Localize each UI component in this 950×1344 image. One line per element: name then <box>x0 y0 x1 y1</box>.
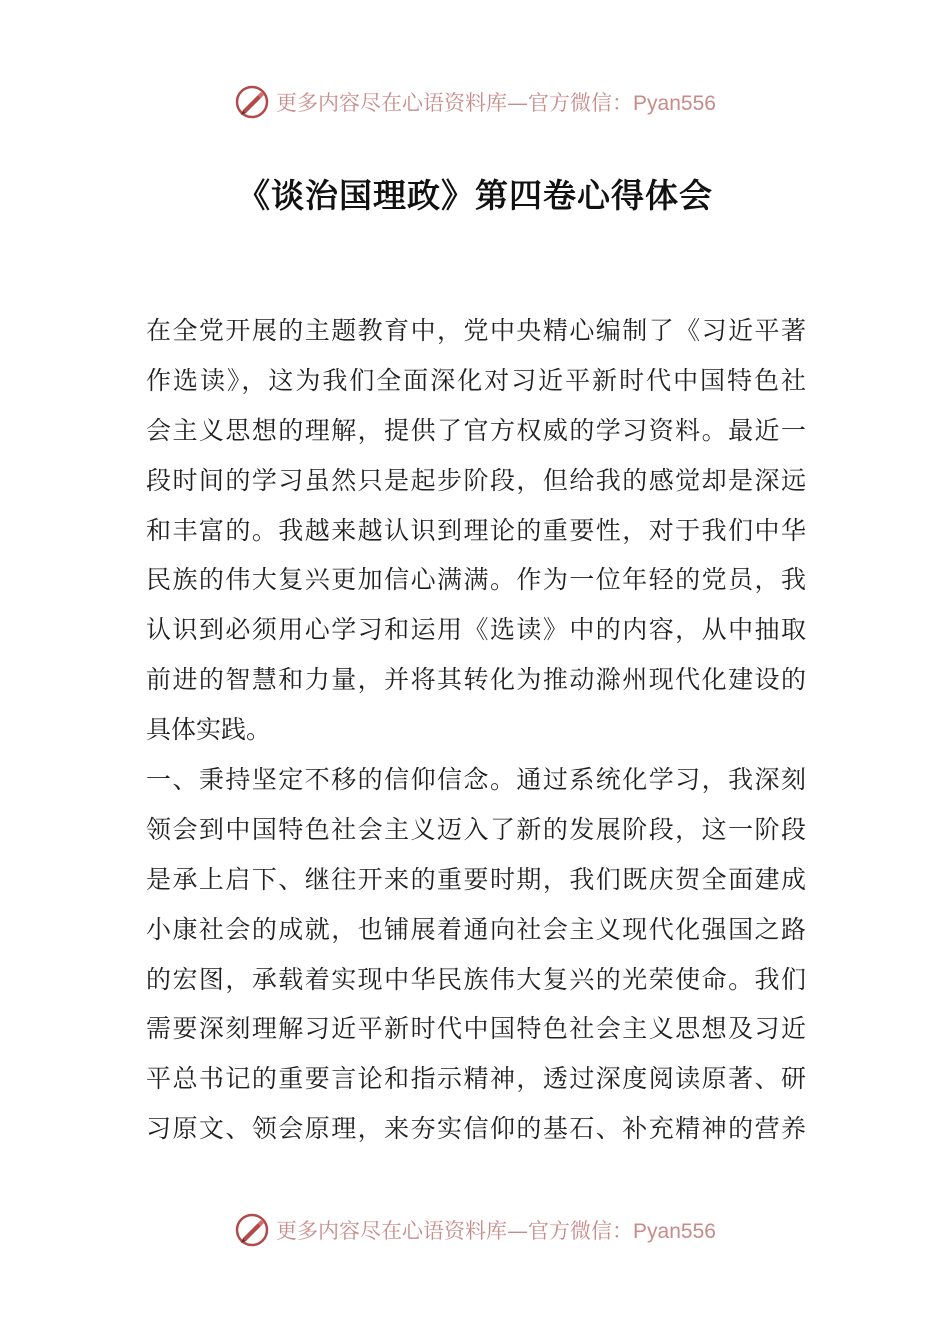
document-body <box>146 306 806 1154</box>
footer-banner <box>0 1210 950 1250</box>
body-line: 具体实践。 <box>146 715 272 745</box>
body-line: 在全党开展的主题教育中，党中央精心编制了《习近平著 <box>146 316 806 345</box>
wechat-id: Pyan556 <box>633 92 716 115</box>
body-line: 需要深刻理解习近平新时代中国特色社会主义思想及习近 <box>146 1014 806 1044</box>
body-line: 的宏图，承载着实现中华民族伟大复兴的光荣使命。我们 <box>146 964 806 994</box>
body-line: 民族的伟大复兴更加信心满满。作为一位年轻的党员，我 <box>146 565 806 595</box>
body-line: 领会到中国特色社会主义迈入了新的发展阶段，这一阶段 <box>146 814 806 844</box>
body-line: 习原文、领会原理，来夯实信仰的基石、补充精神的营养 <box>146 1114 806 1144</box>
pen-circle-logo-icon <box>234 1212 270 1248</box>
body-line: 作选读》，这为我们全面深化对习近平新时代中国特色社 <box>146 365 806 395</box>
body-line: 前进的智慧和力量，并将其转化为推动滁州现代化建设的 <box>146 665 806 695</box>
body-line: 平总书记的重要言论和指示精神，透过深度阅读原著、研 <box>146 1064 806 1094</box>
document-title: 《谈治国理政》第四卷心得体会 <box>237 176 713 215</box>
banner-text: 更多内容尽在心语资料库—官方微信：Pyan556 <box>276 1219 716 1243</box>
body-line: 认识到必须用心学习和运用《选读》中的内容，从中抽取 <box>146 615 806 645</box>
pen-circle-logo-icon <box>234 84 270 120</box>
body-line: 一、秉持坚定不移的信仰信念。通过系统化学习，我深刻 <box>146 765 806 795</box>
header-banner <box>0 82 950 122</box>
banner-text: 更多内容尽在心语资料库—官方微信：Pyan556 <box>276 91 716 115</box>
body-line: 是承上启下、继往开来的重要时期，我们既庆贺全面建成 <box>146 864 806 894</box>
body-line: 会主义思想的理解，提供了官方权威的学习资料。最近一 <box>146 415 806 445</box>
body-line: 小康社会的成就，也铺展着通向社会主义现代化强国之路 <box>146 914 806 944</box>
body-line: 段时间的学习虽然只是起步阶段，但给我的感觉却是深远 <box>146 465 806 495</box>
body-line: 和丰富的。我越来越认识到理论的重要性，对于我们中华 <box>146 515 806 545</box>
wechat-id: Pyan556 <box>633 1220 716 1243</box>
